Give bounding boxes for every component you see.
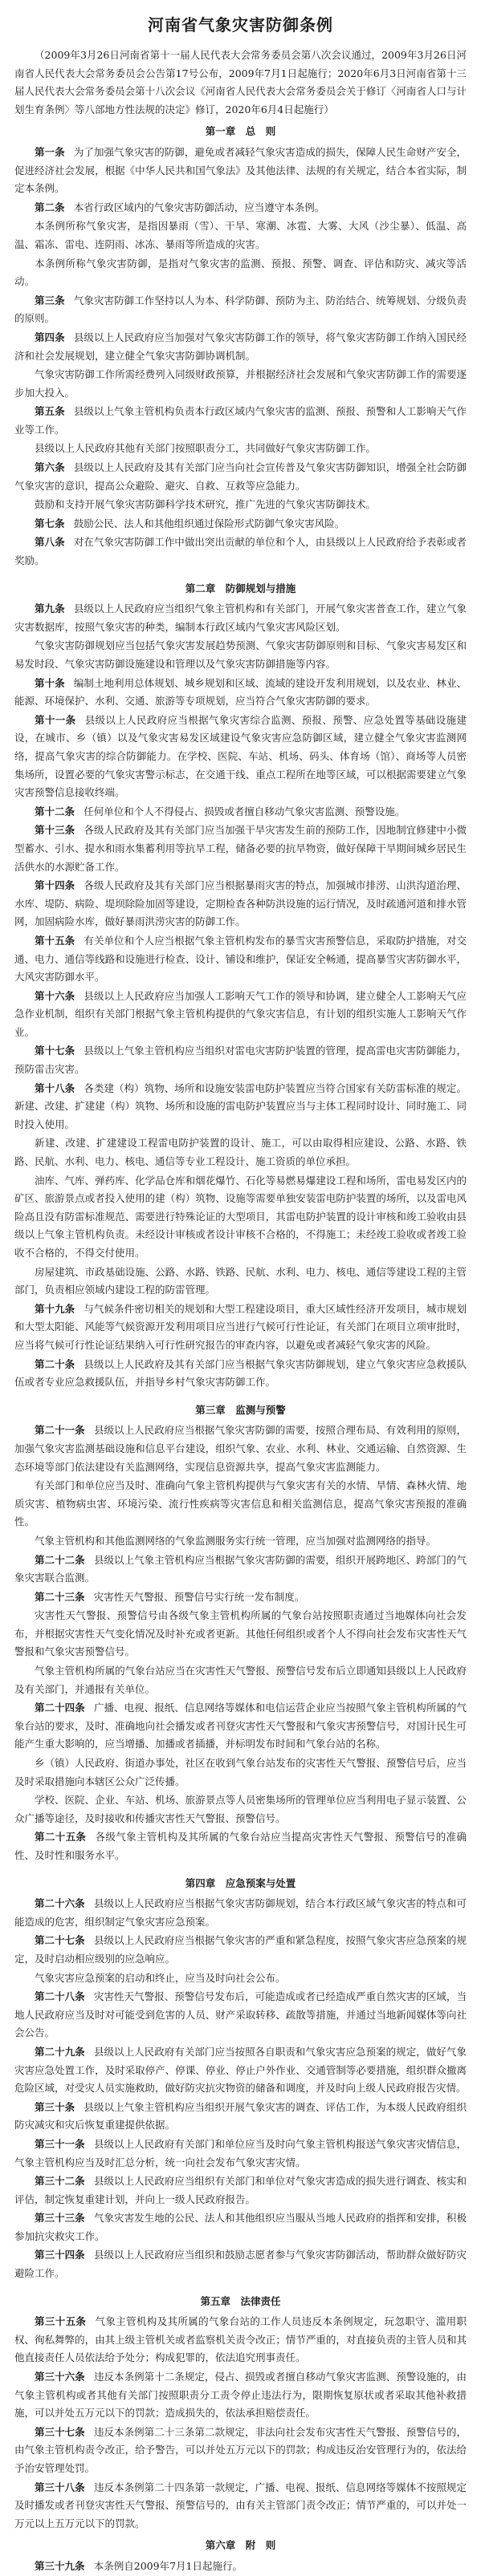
article-number: 第七条 <box>35 517 65 529</box>
article-paragraph <box>14 533 467 570</box>
article-text: 气象主管机构和其他监测网络的气象监测服务实行统一管理，应当加强对监测网络的指导。 <box>35 1534 437 1547</box>
article-text: 县级以上人民政府有关部门应当按照各自职责和气象灾害应急预案的规定，做好气象灾害应急处置工作，及时采取停产、停课、停业、停止户外作业、交通管制等必要措施，组织群众撤离危险区域，对受灾人员实施救助，做好防灾抗灾物资的储备和调度，并及时向上级人民政府报告灾情。 <box>14 2045 467 2095</box>
chapter-heading: 第六章 附 则 <box>205 2539 276 2552</box>
article-number: 第三十六条 <box>35 2371 85 2383</box>
article-number: 第二十二条 <box>35 1553 85 1566</box>
article-number: 第十条 <box>35 676 65 689</box>
article-number: 第十七条 <box>35 1045 75 1057</box>
article-text: 各类建（构）筑物、场所和设施安装雷电防护装置应当符合国家有关防雷标准的规定。新建、改建、扩建建（构）筑物、场所和设施的雷电防护装置应当与主体工程同时设计、同时施工、同时投入使用。 <box>14 1081 467 1130</box>
article-paragraph <box>14 2043 467 2098</box>
article-paragraph <box>14 712 467 802</box>
article-paragraph <box>14 2368 467 2423</box>
article-number: 第三十七条 <box>35 2425 85 2438</box>
article-text: 鼓励和支持开展气象灾害防御科学技术研究，推广先进的气象灾害防御技术。 <box>35 498 377 511</box>
article-number: 第二十六条 <box>35 1897 85 1910</box>
article-paragraph <box>14 144 467 198</box>
article-number: 第二十五条 <box>35 1831 87 1844</box>
article-subparagraph <box>14 217 467 254</box>
article-number: 第二十一条 <box>35 1424 85 1437</box>
article-text: 县级以上人民政府应当根据气象灾害综合监测、预报、预警、应急处置等基础设施建设，在城市、乡（镇）以及气象灾害易发区域建设气象灾害应急防御区域，建立健全气象灾害监测网络，提高气象灾害的综合防御能力。在学校、医院、车站、机场、码头、体育场（馆）、商场等人员密集场所，设置必要的气象灾害警示标志，在交通干线、重点工程所在地等区域，可以根据需要建立气象灾害预警信息接收终端。 <box>14 713 467 799</box>
article-number: 第九条 <box>35 602 65 615</box>
article-number: 第二条 <box>35 201 65 213</box>
article-paragraph <box>14 1552 467 1588</box>
article-number: 第二十八条 <box>35 1990 85 2003</box>
article-text: 气象主管机构及其所属的气象台站的工作人员违反本条例规定，玩忽职守、滥用职权、徇私舞弊的，由其上级主管机关或者监察机关责令改正；情节严重的，对直接负责的主管人员和其他直接责任人员依法给予处分；构成犯罪的，依法追究刑事责任。 <box>14 2315 467 2364</box>
article-paragraph <box>14 821 467 876</box>
article-paragraph <box>14 292 467 328</box>
article-paragraph <box>14 1988 467 2043</box>
article-paragraph <box>14 2172 467 2209</box>
article-paragraph <box>14 1356 467 1392</box>
article-subparagraph <box>14 1477 467 1531</box>
article-subparagraph <box>14 1662 467 1698</box>
document-title: 河南省气象灾害防御条例 <box>148 15 333 34</box>
article-text: 气象灾害发生地的公民、法人和其他组织应当服从当地人民政府的指挥和安排，积极参加抗灾救灾工作。 <box>14 2212 467 2242</box>
article-text: 违反本条例第二十三条第二款规定，非法向社会发布灾害性天气警报、预警信号的，由气象主管机构责令改正，给予警告，可以并处五万元以下的罚款；构成违反治安管理行为的，依法给予治安管理处罚。 <box>14 2425 467 2474</box>
article-text: 灾害性天气警报、预警信号发布后，可能造成或者已经造成严重自然灾害的区域，当地人民政府应当及时对可能受到危害的人员、财产采取转移、疏散等措施，并通过当地新闻媒体等向社会公告。 <box>14 1990 467 2039</box>
article-number: 第四条 <box>35 331 65 343</box>
chapter-heading: 第四章 应急预案与处置 <box>185 1876 296 1889</box>
article-subparagraph <box>14 1134 467 1170</box>
article-text: 气象灾害防御规划应当包括气象灾害发展趋势预测、气象灾害防御原则和目标、气象灾害易发区和易发时段、气象灾害防御设施建设和管理以及气象灾害防御措施等内容。 <box>14 639 467 670</box>
article-number: 第五条 <box>35 405 65 418</box>
article-paragraph <box>14 515 467 533</box>
article-number: 第二十四条 <box>35 1702 85 1714</box>
article-paragraph <box>14 1080 467 1134</box>
article-subparagraph <box>14 1791 467 1828</box>
article-text: 鼓励公民、法人和其他组织通过保险形式防御气象灾害风险。 <box>73 517 345 529</box>
article-text: 新建、改建、扩建建设工程雷电防护装置的设计、施工，可以由取得相应建设、公路、水路、铁路、民航、水利、电力、核电、通信等专业工程设计、施工资质的单位承担。 <box>14 1137 467 1168</box>
article-subparagraph <box>14 440 467 458</box>
article-text: 为了加强气象灾害的防御，避免或者减轻气象灾害造成的损失，保障人民生命财产安全，促进经济社会发展，根据《中华人民共和国气象法》及其他法律、法规的有关规定，结合本省实际，制定本条例。 <box>14 145 467 195</box>
article-text: 县级以上气象主管机构应当根据气象灾害防御的需要，组织开展跨地区、跨部门的气象灾害联合监测。 <box>14 1553 467 1584</box>
article-text: 本条例所称气象灾害防御，是指对气象灾害的监测、预报、预警、调查、评估和防灾、减灾等活动。 <box>14 257 467 288</box>
article-number: 第三十八条 <box>35 2481 85 2493</box>
article-text: 与气候条件密切相关的规划和大型工程建设项目，重大区域性经济开发项目，城市规划和大型太阳能、风能等气候资源开发利用项目应当进行气候可行性论证，有关部门在项目立项审批时，应当将气候可行性论证结果纳入可行性研究报告的审查内容，以避免或者减轻气象灾害的风险。 <box>14 1302 467 1351</box>
article-text: 县级以上人民政府及其有关部门应当根据气象灾害防御规划，建立气象灾害应急救援队伍或者专业应急救援队伍，并指导乡村气象灾害防御工作。 <box>14 1357 467 1389</box>
article-text: 县级以上气象主管机构应当组织开展气象灾害的调查、评估工作，为本级人民政府组织防灾减灾和灾后恢复重建提供依据。 <box>14 2100 467 2132</box>
article-paragraph <box>14 2424 467 2478</box>
article-text: 有关部门和单位应当及时、准确向气象主管机构提供与气象灾害有关的水情、旱情、森林火情、地质灾害、植物病虫害、环境污染、流行性疾病等灾害信息和相关监测信息，提高气象灾害预报的准确性。 <box>14 1479 467 1528</box>
article-text: 违反本条例第十二条规定，侵占、损毁或者擅自移动气象灾害监测、预警设施的，由气象主管机构或者其他有关部门按照职责分工责令停止违法行为，限期恢复原状或者采取其他补救措施，可以并处五万元以下的罚款；造成损失的，依法承担赔偿责任。 <box>14 2371 467 2420</box>
article-number: 第二十九条 <box>35 2045 85 2058</box>
article-text: 对在气象灾害防御工作中做出突出贡献的单位和个人，由县级以上人民政府给予表彰或者奖励。 <box>14 536 467 567</box>
article-text: 县级以上气象主管机构负责本行政区域内气象灾害的监测、预报、预警和人工影响天气作业等工作。 <box>14 405 467 436</box>
article-paragraph <box>14 675 467 711</box>
article-text: 灾害性天气警报、预警信号实行统一发布制度。 <box>93 1590 305 1603</box>
article-paragraph <box>14 1828 467 1864</box>
article-text: 学校、医院、企业、车站、机场、旅游景点等人员密集场所的管理单位应当利用电子显示装置、公众广播等途径，及时接收和传播灾害性天气警报、预警信号。 <box>14 1794 467 1824</box>
article-text: 灾害性天气警报、预警信号由各级气象主管机构所属的气象台站按照职责通过当地媒体向社会发布，并根据灾害性天气变化情况及时补充或者更新。其他任何组织或者个人不得向社会发布灾害性天气警报和气象灾害预警信号。 <box>14 1609 467 1658</box>
article-text: 县级以上人民政府应当组织气象主管机构和有关部门，开展气象灾害普查工作，建立气象灾害数据库，按照气象灾害的种类，编制本行政区域内气象灾害风险区划。 <box>14 602 467 633</box>
article-text: 县级以上人民政府其他有关部门按照职责分工，共同做好气象灾害防御工作。 <box>35 442 377 455</box>
article-number: 第二十三条 <box>35 1590 85 1603</box>
article-paragraph <box>14 1422 467 1476</box>
article-text: 任何单位和个人不得侵占、损毁或者擅自移动气象灾害监测、预警设施。 <box>84 805 406 817</box>
article-paragraph <box>14 2313 467 2367</box>
article-subparagraph <box>14 255 467 291</box>
article-subparagraph <box>14 1532 467 1551</box>
article-number: 第十六条 <box>35 989 75 1002</box>
article-text: 县级以上人民政府应当加强人工影响天气工作的领导和协调，建立健全人工影响天气应急作业机制，组织有关部门根据气象主管机构提供的气象灾害信息，有计划的组织实施人工影响天气作业。 <box>14 989 467 1038</box>
article-text: 本条例自2009年7月1日起施行。 <box>93 2559 243 2572</box>
article-number: 第十三条 <box>35 824 75 837</box>
article-text: 县级以上人民政府应当加强对气象灾害防御工作的领导，将气象灾害防御工作纳入国民经济和社会发展规划，建立健全气象灾害防御协调机制。 <box>14 331 467 362</box>
article-subparagraph <box>14 496 467 514</box>
article-number: 第六条 <box>35 461 65 474</box>
article-text: 各级气象主管机构及其所属的气象台站应当提高灾害性天气警报、预警信号的准确性、及时性和服务水平。 <box>14 1831 467 1861</box>
article-text: 编制土地利用总体规划、城乡规划和区域、流域的建设开发利用规划，以及农业、林业、能源、环境保护、水利、交通、旅游等专项规划，应当符合气象灾害防御的要求。 <box>14 676 467 708</box>
article-paragraph <box>14 2136 467 2172</box>
article-paragraph <box>14 1042 467 1078</box>
article-number: 第三十九条 <box>35 2559 85 2572</box>
article-paragraph <box>14 1588 467 1607</box>
article-number: 第三十五条 <box>35 2315 87 2328</box>
article-number: 第三十二条 <box>35 2175 85 2188</box>
article-paragraph <box>14 988 467 1042</box>
article-paragraph <box>14 932 467 987</box>
article-paragraph <box>14 2558 467 2576</box>
article-text: 本条例所称气象灾害，是指因暴雨（雪）、干旱、寒潮、冰雹、大雾、大风（沙尘暴）、低温、高温、霜冻、雷电、连阴雨、冰冻、暴雨等所造成的灾害。 <box>14 220 467 250</box>
chapter-heading: 第三章 监测与预警 <box>195 1403 286 1416</box>
article-paragraph <box>14 2479 467 2533</box>
article-paragraph <box>14 403 467 439</box>
chapter-heading: 第二章 防御规划与措施 <box>185 582 296 594</box>
article-paragraph <box>14 2246 467 2282</box>
article-number: 第三条 <box>35 294 65 306</box>
article-number: 第一条 <box>35 145 65 158</box>
chapter-heading: 第五章 法律责任 <box>200 2294 281 2307</box>
article-number: 第十九条 <box>35 1302 75 1315</box>
article-text: 县级以上气象主管机构应当组织对雷电灾害防护装置的管理，提高雷电灾害防御能力，预防雷击灾害。 <box>14 1045 467 1076</box>
article-text: 气象灾害应急预案的启动和终止，应当及时向社会公布。 <box>35 1971 286 1984</box>
article-text: 有关单位和个人应当根据气象主管机构发布的暴雪灾害预警信息，采取防护措施，对交通、电力、通信等线路和设施进行检查、设计、铺设和维护，保证安全畅通，提高暴雪灾害防御水平，大风灾害防御水平。 <box>14 934 467 984</box>
article-text: 县级以上人民政府及其有关部门应当向社会宣传普及气象灾害防御知识，增强全社会防御气象灾害的意识，提高公众避险、避灾、自救、互救等应急能力。 <box>14 461 467 492</box>
article-text: 油库、气库、弹药库、化学品仓库和烟花爆竹、石化等易燃易爆建设工程和场所，雷电易发区内的矿区、旅游景点或者投入使用的建（构）筑物、设施等需要单独安装雷电防护装置的场所，以及雷电风险高且没有防雷标准规范、需要进行特殊论证的大型项目，其雷电防护装置的设计审核和竣工验收由县级以上气象主管机构负责。未经设计审核或者设计审核不合格的，不得施工；未经竣工验收或者竣工验收不合格的，不得交付使用。 <box>14 1174 467 1259</box>
article-paragraph <box>14 1300 467 1355</box>
article-text: 县级以上人民政府应当根据气象灾害防御的需要，按照合理布局、有效利用的原则，加强气象灾害监测基础设施和信息平台建设，组织气象、农业、水利、林业、交通运输、自然资源、生态环境等部门依法建设有关监测网络，实现信息资源共享，提高气象灾害监测能力。 <box>14 1424 467 1473</box>
article-text: 广播、电视、报纸、信息网络等媒体和电信运营企业应当按照气象主管机构所属的气象台站的要求，及时、准确地向社会播发或者刊登灾害性天气警报和气象灾害预警信号，对国计民生可能产生重大影响的，应当增播、加播或者插播，并标明发布时间和气象台站的名称。 <box>14 1702 467 1750</box>
article-text: 县级以上人民政府有关部门和单位应当及时向气象主管机构报送气象灾害灾情信息，气象主管机构应当及时汇总分析，统一向社会发布气象灾害灾情。 <box>14 2137 467 2168</box>
article-subparagraph <box>14 1607 467 1661</box>
article-number: 第三十一条 <box>35 2137 85 2150</box>
article-paragraph <box>14 2209 467 2245</box>
article-number: 第十一条 <box>35 713 76 726</box>
article-subparagraph <box>14 637 467 673</box>
article-paragraph <box>14 877 467 931</box>
article-number: 第三十三条 <box>35 2212 85 2225</box>
article-text: 县级以上人民政府应当根据气象灾害防御规划，结合本行政区域气象灾害的特点和可能造成的危害，组织制定气象灾害应急预案。 <box>14 1897 467 1928</box>
article-paragraph <box>14 600 467 636</box>
article-number: 第十二条 <box>35 805 75 817</box>
article-number: 第十八条 <box>35 1081 75 1094</box>
article-paragraph <box>14 329 467 365</box>
article-text: 违反本条例第二十四条第一款规定，广播、电视、报纸、信息网络等媒体不按照规定及时播发或者刊登灾害性天气警报、预警信号的，由有关主管部门责令改正；情节严重的，可以并处一万元以上五万元以下的罚款。 <box>14 2481 467 2529</box>
article-subparagraph <box>14 1755 467 1791</box>
article-number: 第二十条 <box>35 1357 75 1370</box>
article-number: 第三十条 <box>35 2100 75 2113</box>
article-text: 各级人民政府及其有关部门应当加强干旱灾害发生前的预防工作，因地制宜修建中小微型蓄水、引水、提水和雨水集蓄利用等抗旱工程，储备必要的抗旱物资，做好保障干旱期间城乡居民生活供水的水源贮备工作。 <box>14 824 467 873</box>
article-subparagraph <box>14 366 467 402</box>
article-text: 房屋建筑、市政基础设施、公路、水路、铁路、民航、水利、电力、核电、通信等建设工程的主管部门，负责相应领域内建设工程的防雷管理。 <box>14 1265 467 1296</box>
article-paragraph <box>14 459 467 495</box>
article-text: 气象灾害防御工作坚持以人为本、科学防御、预防为主、防治结合、统筹规划、分级负责的原则。 <box>14 294 467 325</box>
article-text: 县级以上人民政府应当根据气象灾害的严重和紧急程度，按照气象灾害应急预案的规定，及时启动相应级别的应急响应。 <box>14 1934 467 1965</box>
article-number: 第二十七条 <box>35 1934 85 1947</box>
article-subparagraph <box>14 1264 467 1300</box>
article-paragraph <box>14 1699 467 1754</box>
article-subparagraph <box>14 1970 467 1988</box>
article-text: 县级以上人民政府应当组织和鼓励志愿者参与气象灾害防御活动，帮助群众做好防灾避险工作。 <box>14 2249 467 2280</box>
document-body <box>14 123 467 2575</box>
chapter-heading: 第一章 总 则 <box>205 125 276 138</box>
article-number: 第三十四条 <box>35 2249 85 2262</box>
article-text: 气象主管机构所属的气象台站应当在灾害性天气警报、预警信号发布后立即通知县级以上人民政府及有关部门，并通报有关单位。 <box>14 1665 467 1695</box>
article-paragraph <box>14 2099 467 2135</box>
article-paragraph <box>14 1932 467 1968</box>
article-text: 乡（镇）人民政府、街道办事处，社区在收到气象台站发布的灾害性天气警报、预警信号后，应当及时采取措施向本辖区公众广泛传播。 <box>14 1757 467 1787</box>
article-number: 第八条 <box>35 536 65 549</box>
article-paragraph <box>14 1895 467 1931</box>
article-subparagraph <box>14 1172 467 1263</box>
article-text: 气象灾害防御工作所需经费列入同级财政预算，并根据经济社会发展和气象灾害防御工作的需要逐步加大投入。 <box>14 368 467 399</box>
article-paragraph <box>14 803 467 821</box>
article-text: 本省行政区域内的气象灾害防御活动，应当遵守本条例。 <box>73 201 325 213</box>
article-paragraph <box>14 199 467 217</box>
article-text: 各级人民政府及其有关部门应当根据暴雨灾害的特点，加强城市排涝、山洪沟道治理、水库、堤防、病险、堤坝除险加固等建设，定期检查各种防洪设施的运行情况，及时疏通河道和排水管网，加固病险水库，做好暴雨洪涝灾害的防御工作。 <box>14 879 467 928</box>
article-number: 第十四条 <box>35 879 75 892</box>
article-number: 第十五条 <box>35 934 75 947</box>
article-text: 县级以上人民政府应当组织有关部门和单位对气象灾害造成的损失进行调查、核实和评估，制定恢复重建计划，并向上一级人民政府报告。 <box>14 2175 467 2205</box>
revision-note: （2009年3月26日河南省第十一届人民代表大会常务委员会第八次会议通过，2009年3月26日河南省人民代表大会常务委员会公告第17号公布，2009年7月1日起施行；2020年6月3日河南省第十三届人民代表大会常务委员会第十八次会议《河南省人民代表大会常务委员会关于修订〈河南省人口与计划生育条例〉等八部地方性法规的决定》修订，2020年6月4日起施行） <box>14 49 467 116</box>
